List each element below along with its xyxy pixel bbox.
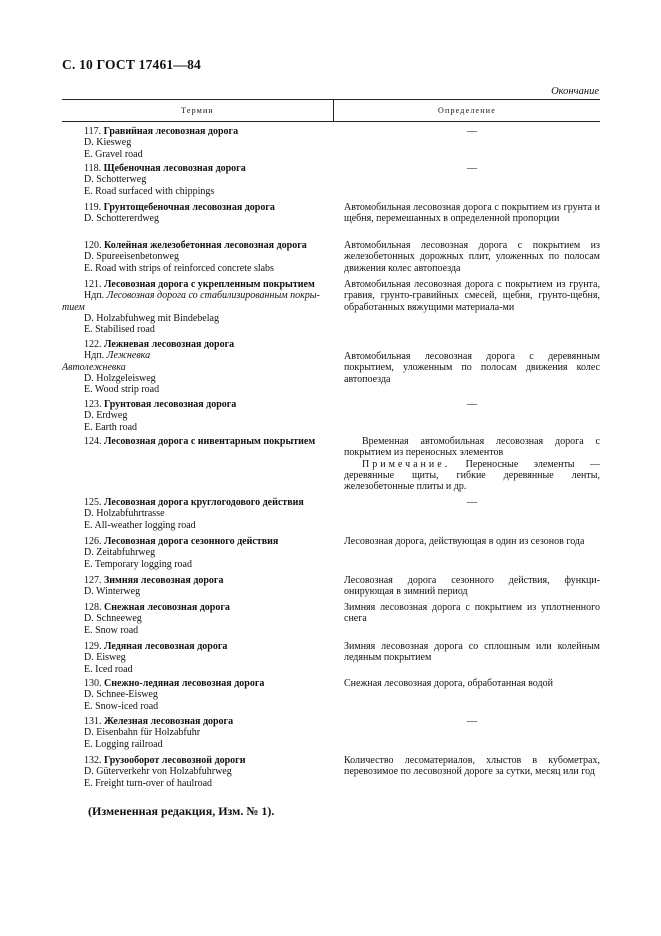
term-definition: — — [467, 497, 477, 508]
term-cell — [84, 641, 341, 675]
term-english: E. Road with strips of reinforced concrete slabs — [84, 262, 274, 274]
term-name: Грунтовая лесовозная дорога — [104, 399, 237, 410]
term-number: 121. — [84, 279, 102, 290]
term-number: 117. — [84, 126, 102, 137]
amendment-note: (Измененная редакция, Изм. № 1). — [88, 804, 275, 818]
term-cell — [84, 536, 341, 570]
term-name: Лесовозная дорога круглогодового действия — [104, 497, 304, 508]
term-english: E. Freight turn-over of haulroad — [84, 777, 213, 789]
term-cell — [84, 436, 341, 447]
term-name: Лесовозная дорога с укрепленным покрытием — [104, 279, 315, 290]
term-german: D. Schottererdweg — [84, 213, 159, 225]
term-name: Лесовозная дорога сезонного действия — [104, 536, 279, 547]
term-english: E. Logging railroad — [84, 738, 163, 750]
term-german: D. Eisweg — [84, 652, 126, 664]
term-german: D. Schnee-Eisweg — [84, 689, 158, 701]
term-english: E. Wood strip road — [84, 384, 160, 396]
not-recommended-synonym-tail: тием — [62, 301, 85, 313]
term-number: 128. — [84, 602, 102, 613]
term-german: D. Eisenbahn für Holzabfuhr — [84, 727, 201, 739]
table-header-rule — [62, 121, 600, 122]
term-definition: Зимняя лесовозная дорога с покрытием из уплотненного снега — [344, 602, 600, 625]
term-name: Снежная лесовозная дорога — [104, 602, 230, 613]
term-english: E. Snow road — [84, 624, 139, 636]
term-cell — [84, 202, 341, 225]
column-header-term: Термин — [181, 106, 214, 115]
term-cell — [84, 602, 341, 636]
term-definition: Лесовозная дорога, действующая в один из сезонов года — [344, 536, 585, 547]
term-number: 131. — [84, 716, 102, 727]
term-cell — [84, 399, 341, 433]
term-definition: — — [467, 716, 477, 727]
term-german: D. Schneeweg — [84, 613, 142, 625]
term-cell — [84, 575, 341, 598]
term-number: 123. — [84, 399, 102, 410]
term-number: 118. — [84, 163, 102, 174]
term-english: E. Earth road — [84, 421, 138, 433]
term-name: Гравийная лесовозная дорога — [103, 126, 239, 137]
term-definition: Количество лесоматериалов, хлыстов в кубометрах, перевозимое по лесовозной дороге за сутки, месяц или год — [344, 755, 600, 778]
term-cell — [84, 755, 341, 789]
term-definition: — — [467, 126, 477, 137]
term-cell — [62, 279, 341, 336]
term-definition: Автомобильная лесовозная дорога с покрытием из грунта и щебня, перемешанных в определенной пропорции — [344, 202, 600, 225]
term-cell — [84, 716, 341, 750]
term-cell — [84, 163, 341, 197]
term-name: Зимняя лесовозная дорога — [104, 575, 224, 586]
term-english: E. Stabilised road — [84, 324, 155, 336]
term-english: E. Gravel road — [84, 148, 143, 160]
term-definition: — — [467, 163, 477, 174]
term-german: D. Kiesweg — [84, 137, 132, 149]
column-header-definition: Определение — [438, 106, 496, 115]
not-recommended-label: Ндп. — [84, 290, 105, 302]
term-name: Щебеночная лесовозная дорога — [103, 163, 246, 174]
term-number: 119. — [84, 202, 102, 213]
term-cell — [84, 126, 341, 160]
term-german: D. Erdweg — [84, 410, 128, 422]
term-german: D. Güterverkehr von Holzabfuhrweg — [84, 766, 232, 778]
term-number: 120. — [84, 240, 102, 251]
not-recommended-synonym: Лежневка — [106, 350, 151, 362]
term-german: D. Schotterweg — [84, 174, 147, 186]
term-name: Лежневая лесовозная дорога — [104, 339, 235, 350]
term-cell — [84, 240, 341, 274]
term-name: Грузооборот лесовозной дороги — [104, 755, 246, 766]
term-english: E. Snow-iced road — [84, 700, 159, 712]
not-recommended-synonym: Лесовозная дорога со стабилизированным покры- — [106, 290, 320, 302]
term-number: 122. — [84, 339, 102, 350]
term-name: Снежно-ледяная лесовозная дорога — [104, 678, 265, 689]
term-english: E. Temporary logging road — [84, 558, 192, 570]
term-name: Колейная железобетонная лесовозная дорога — [104, 240, 307, 251]
term-german: D. Zeitabfuhrweg — [84, 547, 156, 559]
term-german: D. Holzabfuhweg mit Bindebelag — [84, 312, 219, 324]
table-continuation-label: Окончание — [551, 86, 599, 97]
note-text: Переносные элементы — деревянные щиты, гибкие деревянные ленты, железобетонные плиты и др. — [344, 458, 600, 493]
term-number: 127. — [84, 575, 102, 586]
not-recommended-label: Ндп. — [84, 350, 105, 362]
term-number: 130. — [84, 678, 102, 689]
term-english: E. All-weather logging road — [84, 519, 196, 531]
term-german: D. Winterweg — [84, 586, 141, 598]
term-number: 132. — [84, 755, 102, 766]
term-definition: Снежная лесовозная дорога, обработанная водой — [344, 678, 553, 689]
term-name: Ледяная лесовозная дорога — [104, 641, 228, 652]
term-definition-block — [344, 436, 600, 492]
term-cell — [84, 678, 341, 712]
term-cell — [84, 497, 341, 531]
term-number: 124. — [84, 436, 102, 447]
term-german: D. Holzabfuhrtrasse — [84, 508, 165, 520]
not-recommended-synonym-2: Автолежневка — [62, 361, 126, 373]
term-number: 129. — [84, 641, 102, 652]
term-name: Железная лесовозная дорога — [104, 716, 234, 727]
term-definition: Автомобильная лесовозная дорога с покрытием из грунта, гравия, грунто-гравийных смесей, щебня, грунто-щебня, обработанных вяжущими материала-ми — [344, 279, 600, 313]
term-definition: Временная автомобильная лесовозная дорога с покрытием из переносных элементов — [344, 436, 600, 459]
term-number: 126. — [84, 536, 102, 547]
term-name: Грунтощебеночная лесовозная дорога — [103, 202, 275, 213]
term-definition: Автомобильная лесовозная дорога с покрытием из железобетонных дорожных плит, уложенных по полосам движения колес автопоезда — [344, 240, 600, 274]
page-header: С. 10 ГОСТ 17461—84 — [62, 57, 201, 72]
term-number: 125. — [84, 497, 102, 508]
term-english: E. Road surfaced with chippings — [84, 185, 215, 197]
term-definition: Лесовозная дорога сезонного действия, функци-онирующая в зимний период — [344, 575, 600, 598]
term-definition: Автомобильная лесовозная дорога с деревянным покрытием, уложенным по полосам движения колес автопоезда — [344, 351, 600, 385]
table-top-rule — [62, 99, 600, 100]
term-english: E. Iced road — [84, 663, 133, 675]
term-cell — [62, 339, 341, 396]
term-german: D. Spureeisenbetonweg — [84, 251, 179, 263]
term-german: D. Holzgeleisweg — [84, 372, 156, 384]
note-label: Примечание. — [362, 458, 451, 470]
term-definition: — — [467, 399, 477, 410]
term-definition: Зимняя лесовозная дорога со сплошным или колейным ледяным покрытием — [344, 641, 600, 664]
term-name: Лесовозная дорога с инвентарным покрытием — [104, 436, 316, 447]
